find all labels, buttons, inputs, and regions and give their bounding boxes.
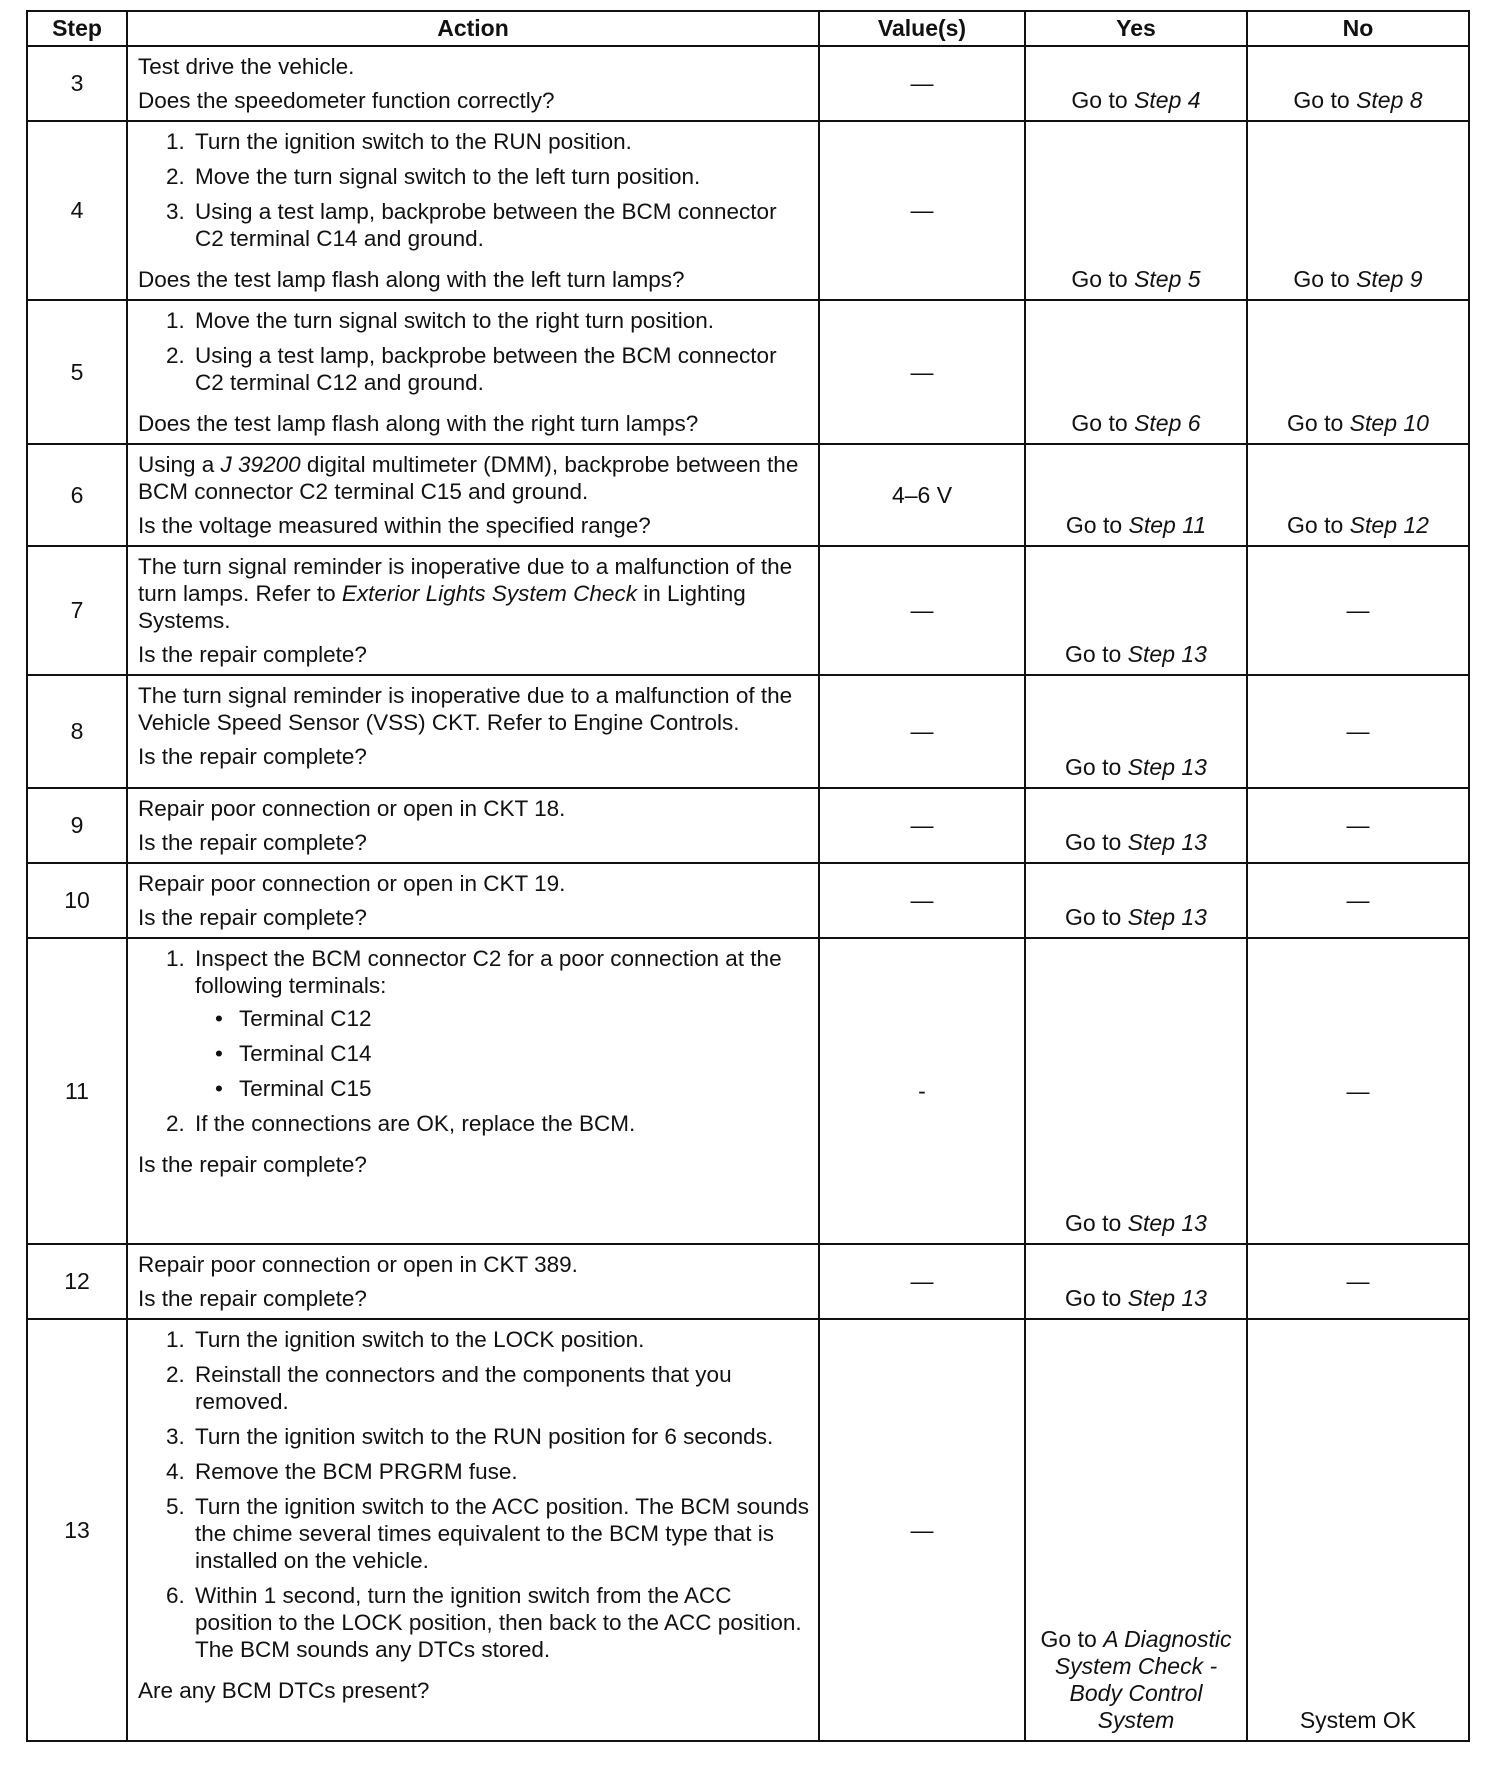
no-step-link[interactable]: Step 9 [1356,266,1423,292]
procedure-item: 6. Within 1 second, turn the ignition switch from the ACC position to the LOCK position, then back to the ACC position. The BCM sounds any DTCs stored. [191,1582,810,1663]
no-step-link[interactable]: Step 8 [1356,87,1423,113]
procedure-item: 2. If the connections are OK, replace the BCM. [191,1110,810,1137]
table-row [27,46,1469,121]
table-row [27,546,1469,675]
yes-step-link[interactable]: Step 13 [1127,829,1207,855]
action-cell [127,1244,819,1319]
header-yes: Yes [1025,11,1247,46]
action-cell [127,300,819,444]
action-text [138,553,810,634]
action-cell [127,121,819,300]
yes-prefix: Go to [1065,512,1129,538]
value-cell: - [819,938,1025,1244]
action-question: Is the repair complete? [138,744,367,769]
no-prefix: Go to [1287,512,1350,538]
yes-prefix: Go to [1071,266,1135,292]
no-prefix: Go to [1293,87,1357,113]
header-values: Value(s) [819,11,1025,46]
action-text: Repair poor connection or open in CKT 389. [138,1252,578,1277]
action-cell [127,444,819,546]
step-number: 4 [27,121,127,300]
procedure-item: 1. Move the turn signal switch to the right turn position. [191,307,810,334]
step-number: 3 [27,46,127,121]
no-step-link[interactable]: Step 12 [1349,512,1429,538]
header-no: No [1247,11,1469,46]
no-step-link[interactable]: Step 10 [1349,410,1429,436]
yes-prefix: Go to [1065,829,1128,855]
action-text: Repair poor connection or open in CKT 18. [138,796,566,821]
table-row [27,121,1469,300]
tool-reference: J 39200 [220,452,301,477]
action-text: Test drive the vehicle. [138,54,355,79]
yes-prefix: Go to [1040,1626,1104,1652]
table-row [27,1244,1469,1319]
action-question: Is the voltage measured within the specified range? [138,513,651,538]
terminal-item: • Terminal C12 [235,1005,810,1032]
step-number: 7 [27,546,127,675]
yes-prefix: Go to [1065,641,1128,667]
diagnostic-table [26,10,1470,1742]
action-cell [127,546,819,675]
table-row [27,444,1469,546]
action-question: Does the speedometer function correctly? [138,88,555,113]
yes-prefix: Go to [1071,410,1135,436]
step-number: 8 [27,675,127,788]
step-number: 10 [27,863,127,938]
no-cell [1247,300,1469,444]
header-row [27,11,1469,46]
procedure-item: 5. Turn the ignition switch to the ACC position. The BCM sounds the chime several times equivalent to the BCM type that is installed on the vehicle. [191,1493,810,1574]
value-cell: — [819,1244,1025,1319]
value-cell: — [819,788,1025,863]
procedure-list [138,128,810,260]
table-row [27,938,1469,1244]
action-cell [127,675,819,788]
procedure-item: 3. Using a test lamp, backprobe between the BCM connector C2 terminal C14 and ground. [191,198,810,252]
yes-step-link[interactable]: Step 13 [1127,1210,1207,1236]
procedure-item [191,945,810,1102]
yes-cell [1025,938,1247,1244]
yes-cell [1025,1244,1247,1319]
no-prefix: Go to [1293,266,1357,292]
procedure-item: 1. Turn the ignition switch to the LOCK position. [191,1326,810,1353]
table-row [27,675,1469,788]
action-question: Is the repair complete? [138,1152,367,1177]
action-text-part: Using a [138,452,221,477]
no-cell: — [1247,938,1469,1244]
table-row [27,788,1469,863]
no-prefix: Go to [1287,410,1350,436]
header-action: Action [127,11,819,46]
yes-prefix: Go to [1065,904,1128,930]
value-cell: — [819,675,1025,788]
procedure-item-text: Inspect the BCM connector C2 for a poor connection at the following terminals: [195,946,782,998]
no-cell: — [1247,788,1469,863]
procedure-item: 3. Turn the ignition switch to the RUN position for 6 seconds. [191,1423,810,1450]
action-question: Is the repair complete? [138,1286,367,1311]
yes-step-link[interactable]: Step 6 [1134,410,1201,436]
terminal-item: • Terminal C14 [235,1040,810,1067]
procedure-item: 2. Using a test lamp, backprobe between the BCM connector C2 terminal C12 and ground. [191,342,810,396]
step-number: 13 [27,1319,127,1741]
action-question: Is the repair complete? [138,642,367,667]
yes-step-link[interactable]: Step 5 [1134,266,1201,292]
yes-prefix: Go to [1071,87,1135,113]
value-cell: — [819,546,1025,675]
yes-prefix: Go to [1065,1285,1128,1311]
yes-cell [1025,788,1247,863]
action-text-part: The turn signal reminder is inoperative due to a malfunction of the turn lamps. Refer to [138,554,793,606]
yes-prefix: Go to [1065,754,1128,780]
action-cell [127,938,819,1244]
no-cell [1247,46,1469,121]
step-number: 12 [27,1244,127,1319]
action-cell [127,788,819,863]
step-number: 11 [27,938,127,1244]
action-question: Is the repair complete? [138,905,367,930]
yes-cell [1025,46,1247,121]
action-text [138,451,810,505]
action-cell [127,1319,819,1741]
no-cell: — [1247,1244,1469,1319]
yes-cell [1025,546,1247,675]
header-step: Step [27,11,127,46]
action-text: The turn signal reminder is inoperative due to a malfunction of the Vehicle Speed Sensor (VSS) CKT. Refer to Engine Controls. [138,683,793,735]
terminal-list [195,1005,810,1102]
yes-prefix: Go to [1065,1210,1128,1236]
no-cell [1247,444,1469,546]
step-number: 6 [27,444,127,546]
value-cell: — [819,863,1025,938]
yes-cell [1025,863,1247,938]
table-row [27,863,1469,938]
terminal-item: • Terminal C15 [235,1075,810,1102]
yes-step-link[interactable]: Step 4 [1134,87,1201,113]
table-row [27,300,1469,444]
yes-cell [1025,1319,1247,1741]
yes-step-link[interactable]: Step 11 [1128,512,1207,538]
table-row [27,1319,1469,1741]
procedure-list [138,945,810,1145]
yes-step-link[interactable]: Step 13 [1127,641,1207,667]
action-text-part: in Lighting Systems. [138,581,746,633]
procedure-item: 2. Reinstall the connectors and the components that you removed. [191,1361,810,1415]
procedure-item: 2. Move the turn signal switch to the left turn position. [191,163,810,190]
action-text-part: digital multimeter (DMM), backprobe between the BCM connector C2 terminal C15 and ground. [138,452,799,504]
value-cell: — [819,46,1025,121]
yes-step-link[interactable]: Step 13 [1127,754,1207,780]
section-reference[interactable]: Exterior Lights System Check [341,581,637,606]
yes-step-link[interactable]: Step 13 [1127,904,1207,930]
no-cell [1247,121,1469,300]
yes-cell [1025,121,1247,300]
action-text: Repair poor connection or open in CKT 19. [138,871,566,896]
step-number: 9 [27,788,127,863]
yes-cell [1025,675,1247,788]
procedure-list [138,307,810,404]
action-cell [127,863,819,938]
action-cell [127,46,819,121]
value-cell: — [819,300,1025,444]
action-question: Is the repair complete? [138,830,367,855]
no-cell: — [1247,675,1469,788]
action-question: Does the test lamp flash along with the right turn lamps? [138,411,699,436]
yes-diagnostic-link[interactable]: A Diagnostic System Check - Body Control System [1054,1626,1232,1733]
value-cell: 4–6 V [819,444,1025,546]
yes-cell [1025,300,1247,444]
yes-step-link[interactable]: Step 13 [1127,1285,1207,1311]
no-cell: System OK [1247,1319,1469,1741]
procedure-item: 4. Remove the BCM PRGRM fuse. [191,1458,810,1485]
yes-cell [1025,444,1247,546]
action-question: Does the test lamp flash along with the left turn lamps? [138,267,685,292]
no-cell: — [1247,863,1469,938]
action-question: Are any BCM DTCs present? [138,1678,430,1703]
procedure-item: 1. Turn the ignition switch to the RUN position. [191,128,810,155]
no-cell: — [1247,546,1469,675]
value-cell: — [819,1319,1025,1741]
procedure-list [138,1326,810,1671]
value-cell: — [819,121,1025,300]
step-number: 5 [27,300,127,444]
